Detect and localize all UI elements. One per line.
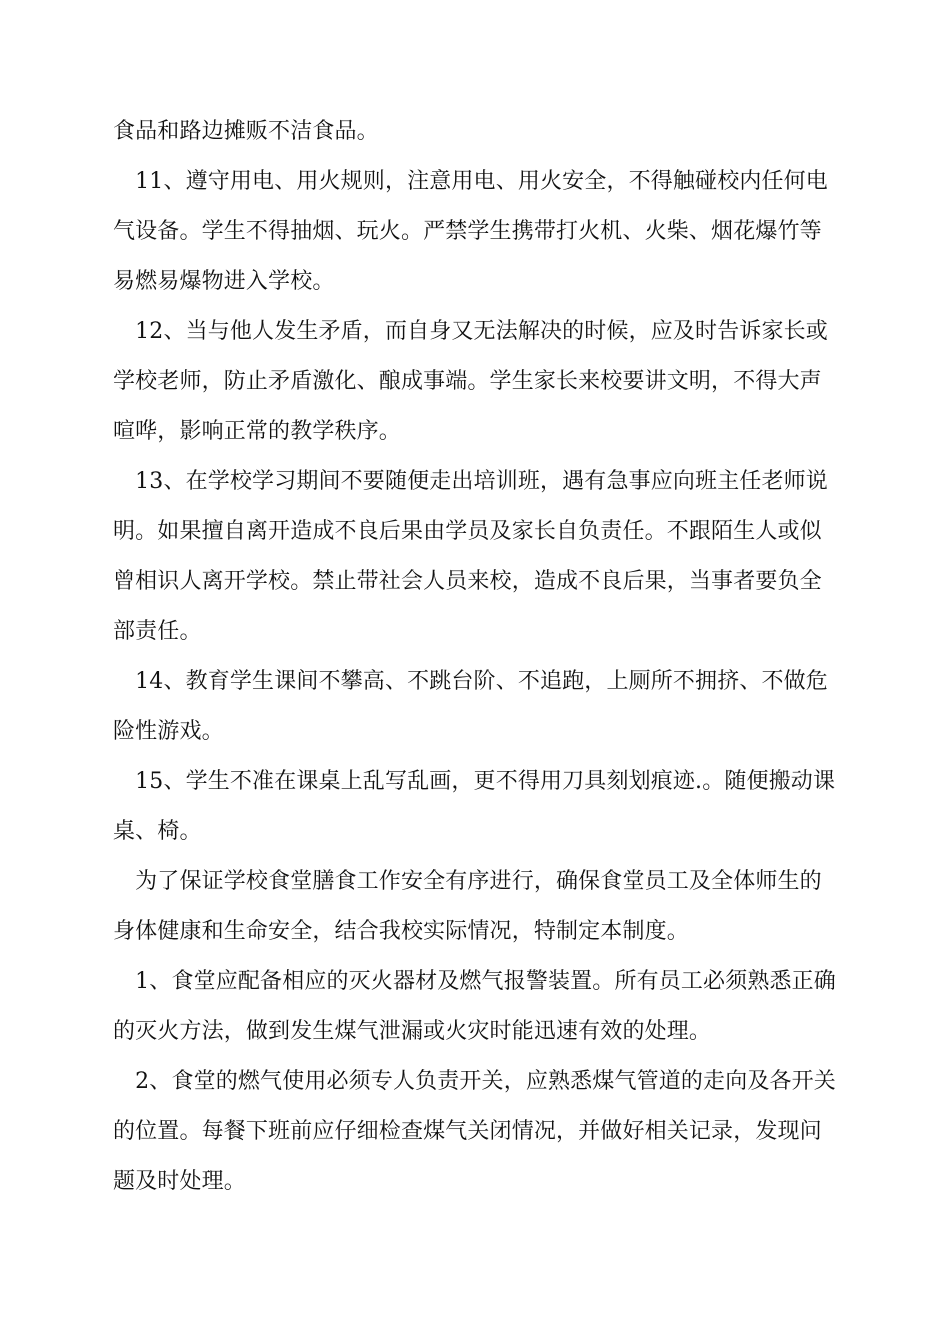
text-line: 学校老师，防止矛盾激化、酿成事端。学生家长来校要讲文明，不得大声 [113, 369, 822, 394]
text-line: 曾相识人离开学校。禁止带社会人员来校，造成不良后果，当事者要负全 [113, 569, 822, 594]
text-line: 险性游戏。 [113, 719, 224, 744]
text-line: 喧哗，影响正常的教学秩序。 [113, 419, 401, 444]
text-line: 的位置。每餐下班前应仔细检查煤气关闭情况，并做好相关记录，发现问 [113, 1119, 822, 1144]
text-line: 15、学生不准在课桌上乱写乱画，更不得用刀具刻划痕迹.。随便搬动课 [113, 769, 836, 794]
text-line: 1、食堂应配备相应的灭火器材及燃气报警装置。所有员工必须熟悉正确 [113, 969, 836, 994]
document-body [113, 107, 838, 1207]
text-line: 明。如果擅自离开造成不良后果由学员及家长自负责任。不跟陌生人或似 [113, 519, 822, 544]
text-line: 易燃易爆物进入学校。 [113, 269, 335, 294]
text-line: 气设备。学生不得抽烟、玩火。严禁学生携带打火机、火柴、烟花爆竹等 [113, 219, 822, 244]
text-line: 的灭火方法，做到发生煤气泄漏或火灾时能迅速有效的处理。 [113, 1019, 712, 1044]
text-line: 桌、椅。 [113, 819, 202, 844]
text-line: 2、食堂的燃气使用必须专人负责开关，应熟悉煤气管道的走向及各开关 [113, 1069, 836, 1094]
text-line: 身体健康和生命安全，结合我校实际情况，特制定本制度。 [113, 919, 689, 944]
text-line: 食品和路边摊贩不洁食品。 [113, 119, 379, 144]
text-line: 12、当与他人发生矛盾，而自身又无法解决的时候，应及时告诉家长或 [113, 319, 828, 344]
text-line: 13、在学校学习期间不要随便走出培训班，遇有急事应向班主任老师说 [113, 469, 828, 494]
text-line: 题及时处理。 [113, 1169, 246, 1194]
text-line: 14、教育学生课间不攀高、不跳台阶、不追跑，上厕所不拥挤、不做危 [113, 669, 828, 694]
text-line: 为了保证学校食堂膳食工作安全有序进行，确保食堂员工及全体师生的 [113, 869, 822, 894]
text-line: 11、遵守用电、用火规则，注意用电、用火安全，不得触碰校内任何电 [113, 169, 828, 194]
text-line: 部责任。 [113, 619, 202, 644]
